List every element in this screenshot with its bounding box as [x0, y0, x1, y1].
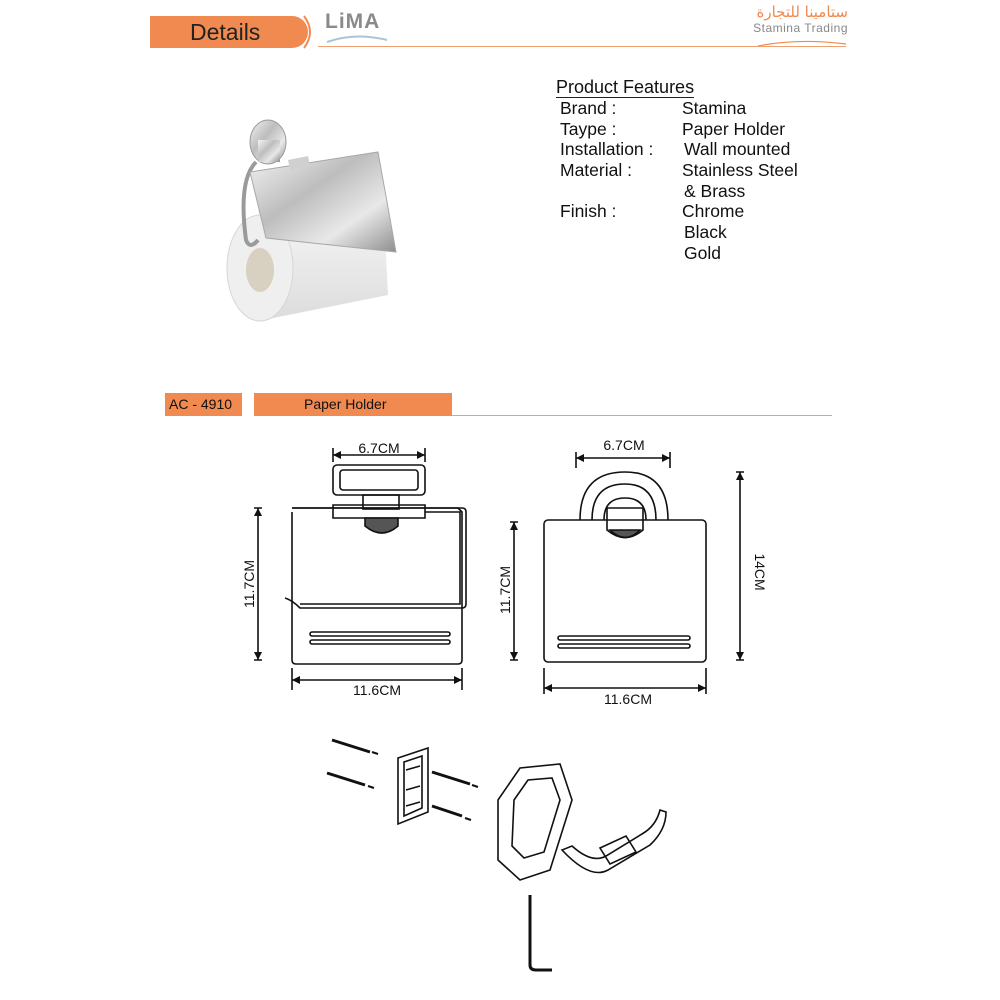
feature-value: Paper Holder — [682, 118, 786, 139]
front-view-drawing — [510, 452, 744, 694]
model-code-badge: AC - 4910 — [165, 393, 242, 416]
front-top-width-label: 6.7CM — [603, 437, 645, 453]
details-tab-label: Details — [190, 19, 261, 45]
brand-logo-text: LiMA — [325, 10, 381, 33]
company-name-arabic: ستامينا للتجارة — [756, 3, 848, 21]
feature-key: Finish : — [560, 201, 617, 222]
feature-key: Installation : — [560, 139, 654, 160]
feature-key: Material : — [560, 160, 632, 181]
front-width-label: 11.6CM — [604, 691, 652, 707]
front-height-label: 11.7CM — [497, 566, 513, 614]
side-top-width-label: 6.7CM — [358, 440, 400, 456]
front-total-height-label: 14CM — [752, 553, 768, 591]
feature-key: Taype : — [560, 118, 617, 139]
company-name-english: Stamina Trading — [753, 21, 848, 35]
model-name-badge: Paper Holder — [254, 393, 452, 416]
feature-value: Wall mounted — [684, 139, 791, 160]
feature-value: & Brass — [684, 180, 746, 201]
feature-value: Stamina — [682, 98, 747, 118]
feature-value: Gold — [684, 242, 721, 263]
feature-value: Stainless Steel — [682, 160, 798, 181]
feature-value: Chrome — [682, 201, 745, 222]
side-height-label: 11.7CM — [241, 560, 257, 608]
installation-drawing — [327, 740, 666, 970]
side-width-label: 11.6CM — [353, 682, 401, 698]
feature-value: Black — [684, 222, 727, 243]
features-title: Product Features — [556, 77, 695, 97]
feature-key: Brand : — [560, 98, 617, 118]
side-view-drawing — [254, 448, 466, 690]
